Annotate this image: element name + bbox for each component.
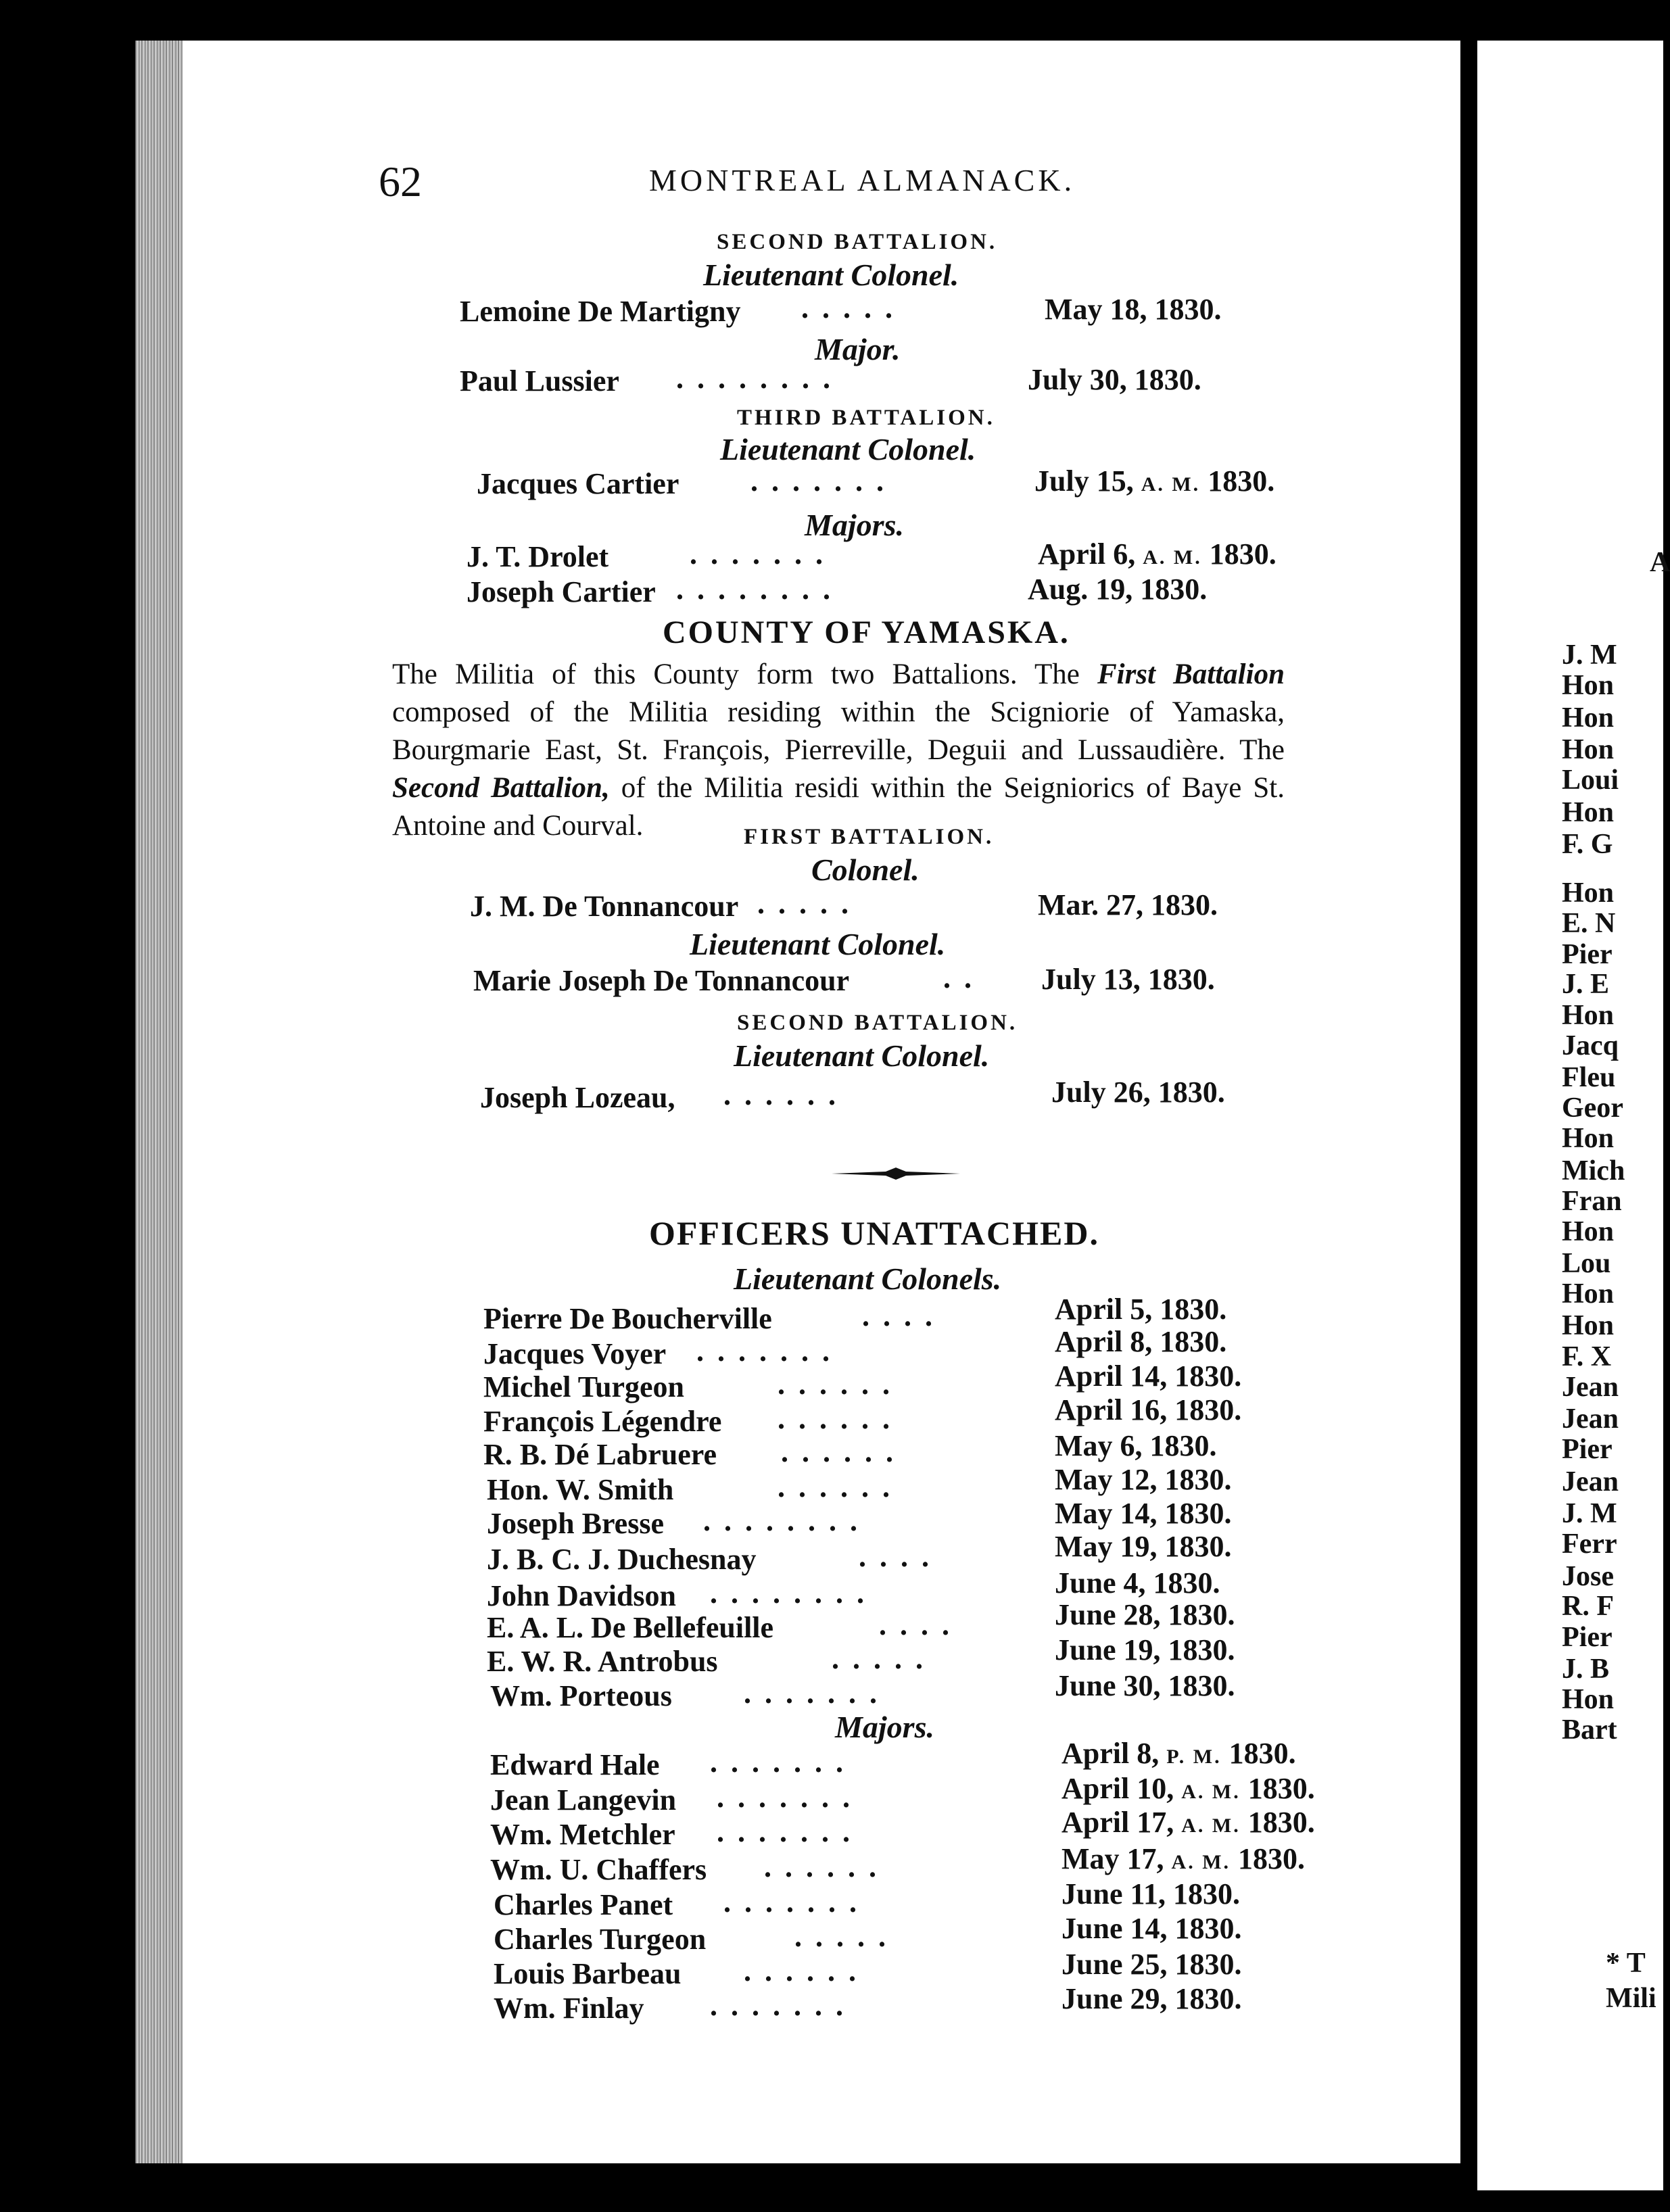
rank-heading: Lieutenant Colonel. bbox=[720, 432, 976, 466]
dot-leader: ....... bbox=[744, 1677, 890, 1710]
dot-leader: .... bbox=[859, 1540, 943, 1573]
dot-leader: ....... bbox=[717, 1815, 863, 1848]
dot-leader: ....... bbox=[723, 1885, 870, 1919]
commission-date: April 16, 1830. bbox=[1055, 1393, 1242, 1426]
commission-date: Aug. 19, 1830. bbox=[1028, 573, 1208, 606]
officer-name: John Davidson bbox=[487, 1579, 677, 1612]
dot-leader: ...... bbox=[778, 1402, 903, 1435]
rank-heading: Majors. bbox=[805, 508, 904, 542]
right-page-line: Hon bbox=[1562, 670, 1615, 701]
running-head: MONTREAL ALMANACK. bbox=[649, 163, 1076, 197]
right-page-line: Jean bbox=[1562, 1466, 1619, 1497]
officer-name: Jacques Voyer bbox=[483, 1337, 667, 1370]
right-page-line: J. B bbox=[1562, 1654, 1610, 1685]
county-description: The Militia of this County form two Battalions. The First Battalion composed of the Militia residing within the Scigniorie of Yamaska, Bourgmarie East, St. François, Pierreville, Deguii and Lussaudière. The Second Battalion, of the Militia residi within the Seigniorics of Baye St. Antoine and Courval. bbox=[392, 658, 1285, 842]
rank-heading: Major. bbox=[815, 332, 901, 366]
section-heading: FIRST BATTALION. bbox=[744, 825, 995, 849]
right-page-line: R. F bbox=[1562, 1591, 1614, 1622]
right-page-line: Hon bbox=[1562, 1278, 1615, 1309]
officer-name: J. M. De Tonnancour bbox=[470, 890, 739, 923]
officer-name: Lemoine De Martigny bbox=[460, 295, 741, 328]
section-heading: THIRD BATTALION. bbox=[737, 406, 995, 430]
commission-date: April 8, P. M. 1830. bbox=[1061, 1737, 1296, 1770]
right-page-line: J. E bbox=[1562, 969, 1610, 1000]
dot-leader: ........ bbox=[703, 1504, 871, 1537]
officer-name: Jean Langevin bbox=[490, 1783, 677, 1817]
right-page-line: Hon bbox=[1562, 1310, 1615, 1341]
commission-date: April 6, A. M. 1830. bbox=[1038, 537, 1277, 571]
officer-name: J. T. Drolet bbox=[467, 540, 609, 573]
section-heading: SECOND BATTALION. bbox=[717, 230, 998, 254]
dot-leader: ..... bbox=[801, 291, 906, 324]
dot-leader: ........ bbox=[710, 1577, 878, 1610]
dot-leader: ...... bbox=[744, 1954, 869, 1988]
ampm-marker: A. M. bbox=[1181, 1781, 1241, 1803]
right-page-line: Ferr bbox=[1562, 1529, 1617, 1560]
dot-leader: ....... bbox=[696, 1335, 843, 1368]
commission-date: April 10, A. M. 1830. bbox=[1061, 1772, 1315, 1805]
right-page-line: Hon bbox=[1562, 797, 1615, 828]
right-page-line: Jacq bbox=[1562, 1030, 1619, 1061]
right-page-line: Bart bbox=[1562, 1714, 1617, 1746]
page-number: 62 bbox=[379, 158, 422, 206]
dot-leader: ....... bbox=[690, 537, 836, 571]
dot-leader: .. bbox=[943, 961, 985, 994]
right-page-line: Pier bbox=[1562, 1434, 1613, 1465]
commission-date: July 30, 1830. bbox=[1028, 363, 1201, 396]
right-page-line: J. M bbox=[1562, 1498, 1617, 1529]
dot-leader: ..... bbox=[757, 887, 862, 920]
right-page-line: Jean bbox=[1562, 1403, 1619, 1435]
dot-leader: ....... bbox=[750, 464, 897, 498]
rank-heading: Lieutenant Colonels. bbox=[734, 1261, 1002, 1296]
section-heading: SECOND BATTALION. bbox=[737, 1011, 1018, 1035]
commission-date: July 15, A. M. 1830. bbox=[1034, 464, 1275, 498]
commission-date: June 4, 1830. bbox=[1055, 1566, 1220, 1600]
rank-heading: Colonel. bbox=[811, 852, 920, 887]
commission-date: June 11, 1830. bbox=[1061, 1877, 1241, 1910]
commission-date: June 19, 1830. bbox=[1055, 1633, 1235, 1666]
rank-heading: Lieutenant Colonel. bbox=[690, 927, 946, 961]
officer-name: François Légendre bbox=[483, 1405, 722, 1438]
dot-leader: ...... bbox=[778, 1470, 903, 1504]
right-page-line: Hon bbox=[1562, 1684, 1615, 1715]
ampm-marker: A. M. bbox=[1171, 1851, 1231, 1873]
commission-date: July 26, 1830. bbox=[1051, 1076, 1225, 1109]
right-page-line: J. M bbox=[1562, 640, 1617, 671]
officer-name: Wm. Finlay bbox=[494, 1992, 644, 2025]
officer-name: Charles Turgeon bbox=[494, 1923, 707, 1956]
commission-date: July 13, 1830. bbox=[1041, 963, 1215, 996]
officer-name: Charles Panet bbox=[494, 1888, 673, 1921]
commission-date: April 5, 1830. bbox=[1055, 1293, 1227, 1326]
commission-date: June 29, 1830. bbox=[1061, 1982, 1242, 2015]
officer-name: J. B. C. J. Duchesnay bbox=[487, 1543, 757, 1576]
officer-name: Hon. W. Smith bbox=[487, 1473, 674, 1506]
officer-name: R. B. Dé Labruere bbox=[483, 1438, 717, 1471]
right-page-line: Lou bbox=[1562, 1248, 1611, 1279]
officer-name: Marie Joseph De Tonnancour bbox=[473, 964, 850, 997]
officer-name: Wm. U. Chaffers bbox=[490, 1853, 707, 1886]
commission-date: May 12, 1830. bbox=[1055, 1463, 1232, 1496]
commission-date: June 30, 1830. bbox=[1055, 1669, 1235, 1702]
right-page-line: F. X bbox=[1562, 1341, 1612, 1372]
dot-leader: ....... bbox=[717, 1781, 863, 1814]
commission-date: May 6, 1830. bbox=[1055, 1429, 1217, 1462]
right-page-line: Mich bbox=[1562, 1155, 1625, 1186]
footnote-line: * T bbox=[1606, 1948, 1646, 1979]
right-page-line: Pier bbox=[1562, 939, 1613, 970]
commission-date: April 8, 1830. bbox=[1055, 1325, 1227, 1358]
ampm-marker: A. M. bbox=[1181, 1814, 1241, 1837]
right-page-line: Hon bbox=[1562, 702, 1615, 734]
right-page-line: Loui bbox=[1562, 765, 1619, 796]
county-heading: COUNTY OF YAMASKA. bbox=[663, 615, 1070, 650]
right-page bbox=[1477, 41, 1670, 2190]
officer-name: Joseph Bresse bbox=[487, 1507, 664, 1540]
commission-date: May 19, 1830. bbox=[1055, 1530, 1232, 1563]
officer-name: Paul Lussier bbox=[460, 364, 619, 398]
right-page-line: E. N bbox=[1562, 908, 1616, 939]
dot-leader: .... bbox=[862, 1299, 946, 1332]
right-page-line: Hon bbox=[1562, 1000, 1615, 1031]
officer-name: Joseph Lozeau, bbox=[480, 1081, 675, 1114]
dot-leader: ........ bbox=[676, 362, 844, 395]
right-page-line: Fran bbox=[1562, 1186, 1622, 1217]
right-page-line: Fleu bbox=[1562, 1062, 1616, 1093]
footnote-line: Mili bbox=[1606, 1983, 1656, 2014]
right-page-letter: A bbox=[1650, 547, 1670, 578]
dot-leader: ...... bbox=[778, 1368, 903, 1401]
commission-date: May 18, 1830. bbox=[1045, 293, 1222, 326]
rank-heading: Lieutenant Colonel. bbox=[734, 1038, 990, 1073]
dot-leader: ...... bbox=[764, 1850, 890, 1883]
commission-date: Mar. 27, 1830. bbox=[1038, 888, 1218, 921]
right-page-line: Hon bbox=[1562, 1123, 1615, 1154]
dot-leader: ....... bbox=[710, 1989, 857, 2022]
right-page-line: Pier bbox=[1562, 1622, 1613, 1653]
officer-name: Michel Turgeon bbox=[483, 1370, 685, 1403]
officer-name: Wm. Porteous bbox=[490, 1679, 672, 1712]
commission-date: April 17, A. M. 1830. bbox=[1061, 1806, 1315, 1839]
dot-leader: ....... bbox=[710, 1746, 857, 1779]
commission-date: June 14, 1830. bbox=[1061, 1912, 1242, 1945]
ampm-marker: A. M. bbox=[1143, 546, 1202, 569]
officer-name: Jacques Cartier bbox=[477, 467, 679, 500]
officer-name: E. A. L. De Bellefeuille bbox=[487, 1611, 774, 1644]
dot-leader: ...... bbox=[781, 1435, 907, 1468]
main-heading: OFFICERS UNATTACHED. bbox=[649, 1214, 1099, 1252]
right-page-line: F. G bbox=[1562, 829, 1613, 860]
right-page-line: Jean bbox=[1562, 1372, 1619, 1403]
commission-date: June 28, 1830. bbox=[1055, 1598, 1235, 1631]
officer-name: Joseph Cartier bbox=[467, 575, 656, 608]
officer-name: Louis Barbeau bbox=[494, 1957, 682, 1990]
ampm-marker: P. M. bbox=[1166, 1746, 1222, 1768]
dot-leader: ........ bbox=[676, 573, 844, 606]
dot-leader: ..... bbox=[832, 1642, 936, 1675]
right-page-line: Hon bbox=[1562, 734, 1615, 765]
officer-name: Wm. Metchler bbox=[490, 1818, 675, 1851]
officer-name: Pierre De Boucherville bbox=[483, 1302, 772, 1335]
officer-name: Edward Hale bbox=[490, 1748, 660, 1781]
dot-leader: ...... bbox=[723, 1078, 849, 1111]
rank-heading: Lieutenant Colonel. bbox=[703, 258, 959, 292]
officer-name: E. W. R. Antrobus bbox=[487, 1645, 718, 1678]
commission-date: June 25, 1830. bbox=[1061, 1948, 1242, 1981]
right-page-line: Hon bbox=[1562, 1216, 1615, 1247]
ampm-marker: A. M. bbox=[1141, 473, 1201, 496]
commission-date: May 17, A. M. 1830. bbox=[1061, 1842, 1306, 1875]
ornament-rule bbox=[832, 1166, 960, 1181]
commission-date: April 14, 1830. bbox=[1055, 1360, 1242, 1393]
dot-leader: .... bbox=[879, 1608, 963, 1641]
dot-leader: ..... bbox=[794, 1920, 899, 1953]
left-page bbox=[183, 41, 1460, 2163]
rank-heading: Majors. bbox=[835, 1710, 934, 1744]
commission-date: May 14, 1830. bbox=[1055, 1497, 1232, 1530]
right-page-line: Hon bbox=[1562, 877, 1615, 909]
right-page-line: Geor bbox=[1562, 1092, 1623, 1124]
right-page-line: Jose bbox=[1562, 1561, 1614, 1592]
